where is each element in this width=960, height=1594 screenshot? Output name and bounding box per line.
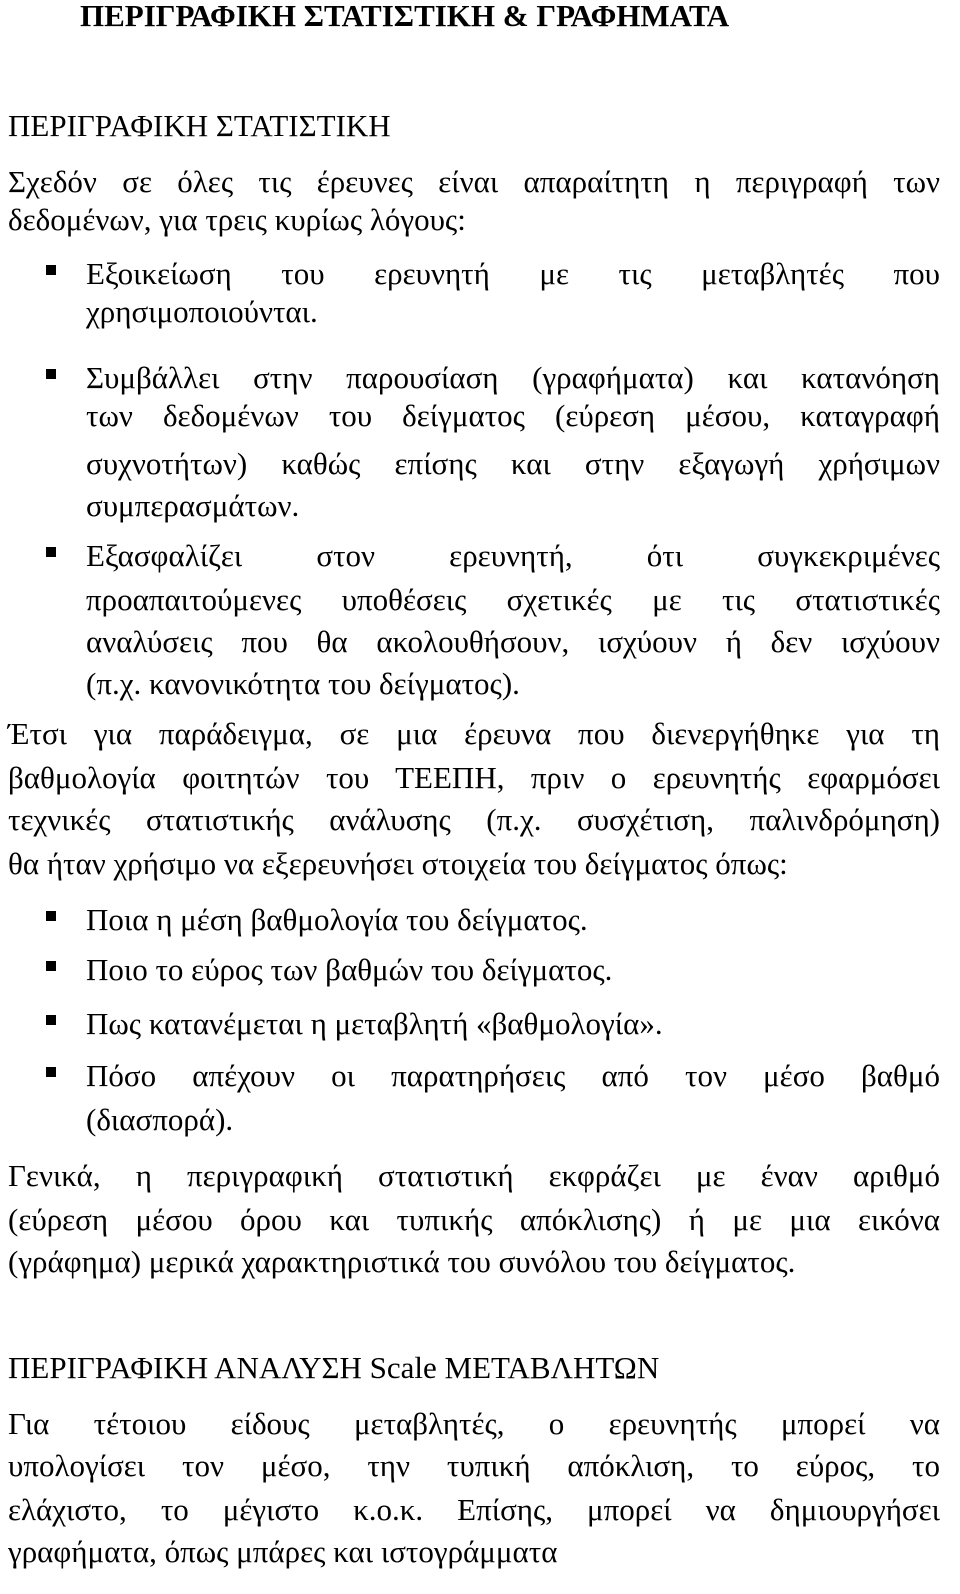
square-bullet-icon [46, 961, 56, 971]
square-bullet-icon [46, 265, 56, 275]
square-bullet-icon [46, 547, 56, 557]
summary-line: (γράφημα) μερικά χαρακτηριστικά του συνόλου του δείγματος. [8, 1244, 796, 1279]
list-item-text: χρησιμοποιούνται. [86, 294, 318, 329]
list-item-text: Συμβάλλει στην παρουσίαση (γραφήματα) και κατανόηση [86, 360, 940, 395]
example-line: βαθμολογία φοιτητών του ΤΕΕΠΗ, πριν ο ερευνητής εφαρμόσει [8, 760, 940, 795]
section-heading-descriptive-statistics: ΠΕΡΙΓΡΑΦΙΚΗ ΣΤΑΤΙΣΤΙΚΗ [8, 108, 391, 143]
list-item-text: συμπερασμάτων. [86, 488, 300, 523]
body-line: Για τέτοιου είδους μεταβλητές, ο ερευνητής μπορεί να [8, 1406, 940, 1441]
body-line: γραφήματα, όπως μπάρες και ιστογράμματα [8, 1534, 558, 1569]
list-item-text: αναλύσεις που θα ακολουθήσουν, ισχύουν ή δεν ισχύουν [86, 624, 940, 659]
list-item-text: προαπαιτούμενες υποθέσεις σχετικές με τις στατιστικές [86, 582, 940, 617]
list-item-text: (π.χ. κανονικότητα του δείγματος). [86, 666, 520, 701]
example-line: Έτσι για παράδειγμα, σε μια έρευνα που διενεργήθηκε για τη [8, 716, 940, 751]
list-item-text: Εξοικείωση του ερευνητή με τις μεταβλητές που [86, 256, 940, 291]
summary-line: (εύρεση μέσου όρου και τυπικής απόκλισης) ή με μια εικόνα [8, 1202, 940, 1237]
list-item-text: (διασπορά). [86, 1102, 234, 1137]
square-bullet-icon [46, 369, 56, 379]
example-line: τεχνικές στατιστικής ανάλυσης (π.χ. συσχέτιση, παλινδρόμηση) [8, 802, 940, 837]
body-line: υπολογίσει τον μέσο, την τυπική απόκλιση, το εύρος, το [8, 1448, 940, 1483]
list-item-text: συχνοτήτων) καθώς επίσης και στην εξαγωγή χρήσιμων [86, 446, 940, 481]
list-item-text: Εξασφαλίζει στον ερευνητή, ότι συγκεκριμένες [86, 538, 940, 573]
section-heading-scale-analysis: ΠΕΡΙΓΡΑΦΙΚΗ ΑΝΑΛΥΣΗ Scale ΜΕΤΑΒΛΗΤΩΝ [8, 1350, 660, 1385]
list-item-text: Ποιο το εύρος των βαθμών του δείγματος. [86, 952, 613, 987]
body-line: ελάχιστο, το μέγιστο κ.ο.κ. Επίσης, μπορεί να δημιουργήσει [8, 1492, 940, 1527]
square-bullet-icon [46, 911, 56, 921]
list-item-text: Πως κατανέμεται η μεταβλητή «βαθμολογία». [86, 1006, 663, 1041]
list-item-text: Ποια η μέση βαθμολογία του δείγματος. [86, 902, 588, 937]
list-item-text: Πόσο απέχουν οι παρατηρήσεις από τον μέσο βαθμό [86, 1058, 940, 1093]
square-bullet-icon [46, 1015, 56, 1025]
intro-line: δεδομένων, για τρεις κυρίως λόγους: [8, 202, 466, 237]
list-item-text: των δεδομένων του δείγματος (εύρεση μέσου, καταγραφή [86, 398, 940, 433]
summary-line: Γενικά, η περιγραφική στατιστική εκφράζει με έναν αριθμό [8, 1158, 940, 1193]
example-line: θα ήταν χρήσιμο να εξερευνήσει στοιχεία του δείγματος όπως: [8, 846, 788, 881]
square-bullet-icon [46, 1067, 56, 1077]
page-title: ΠΕΡΙΓΡΑΦΙΚΗ ΣΤΑΤΙΣΤΙΚΗ & ΓΡΑΦΗΜΑΤΑ [80, 0, 730, 33]
intro-line: Σχεδόν σε όλες τις έρευνες είναι απαραίτητη η περιγραφή των [8, 164, 940, 199]
